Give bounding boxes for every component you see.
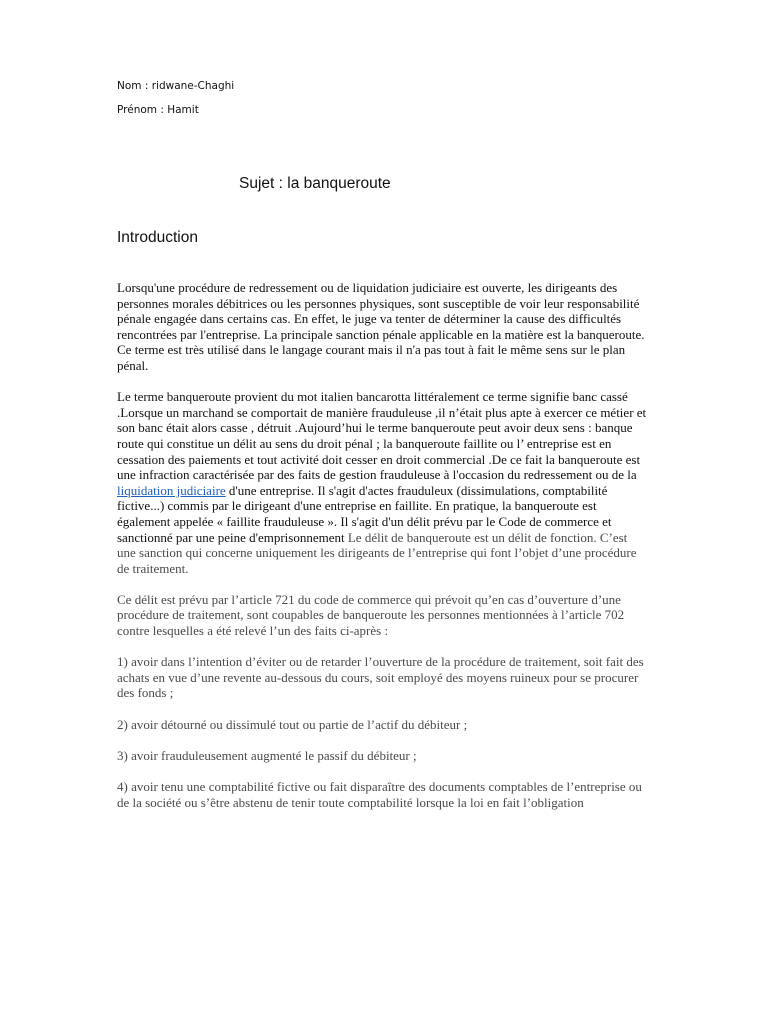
author-first-name: Prénom : Hamit — [117, 104, 199, 116]
paragraph-intro: Lorsqu'une procédure de redressement ou de liquidation judiciaire est ouverte, les dirigeants des personnes morales débitrices ou les personnes physiques, sont susceptible de voir leur responsabilité pénale engagée dans certains cas. En effet, le juge va tenter de déterminer la cause des difficultés rencontrées par l'entreprise. La principale sanction pénale applicable en la matière est la banqueroute. Ce terme est très utilisé dans le langage courant mais il n'a pas tout à fait le même sens sur le plan pénal. — [117, 280, 645, 373]
paragraph-etymology — [117, 389, 647, 576]
list-item: 3) avoir frauduleusement augmenté le passif du débiteur ; — [117, 747, 417, 763]
subject-title: Sujet : la banqueroute — [239, 175, 391, 192]
author-last-name: Nom : ridwane-Chaghi — [117, 80, 235, 92]
paragraph-article: Ce délit est prévu par l’article 721 du code de commerce qui prévoit qu’en cas d’ouverture d’une procédure de traitement, sont coupables de banqueroute les personnes mentionnées à l’article 702 contre lesquelles a été relevé l’un des faits ci-après : — [117, 591, 625, 639]
list-item: 1) avoir dans l’intention d’éviter ou de retarder l’ouverture de la procédure de traitement, soit fait des achats en vue d’une revente au-dessous du cours, soit employé des moyens ruineux pour se procurer des fonds ; — [117, 654, 644, 701]
liquidation-judiciaire-link[interactable]: liquidation judiciaire — [117, 482, 226, 498]
list-item: 2) avoir détourné ou dissimulé tout ou partie de l’actif du débiteur ; — [117, 716, 468, 732]
paragraph-etymology-tail: Le délit de banqueroute est un délit de fonction. C’est une sanction qui concerne uniquement les dirigeants de l’entreprise qui font l’objet d’une procédure de traitement. — [117, 529, 637, 576]
introduction-heading: Introduction — [117, 229, 198, 246]
paragraph-etymology-text: Le terme banqueroute provient du mot italien bancarotta littéralement ce terme signifie banc cassé .Lorsque un marchand se comportait de manière frauduleuse ,il n’était plus apte à exercer ce métier et son banc était alors casse , détruit .Aujourd’hui le terme banqueroute peut avoir deux sens : banque route qui constitue un délit au sens du droit pénal ; la banqueroute faillite ou l’ entreprise est en cessation des paiements et tout activité doit cesser en droit commercial .De ce fait la banqueroute est une infraction caractérisée par des faits de gestion frauduleuse à l'occasion du redressement ou de la — [117, 389, 647, 483]
document-body — [117, 280, 647, 826]
paragraph-etymology-continued: d'une entreprise. Il s'agit d'actes frauduleux (dissimulations, comptabilité fictive...) commis par le dirigeant d'une entreprise en faillite. En pratique, la banqueroute est également appelée « faillite frauduleuse ». Il s'agit d'un délit prévu par le Code de commerce et sanctionné par une peine d'emprisonnement — [117, 482, 612, 545]
list-item: 4) avoir tenu une comptabilité fictive ou fait disparaître des documents comptables de l’entreprise ou de la société ou s’être abstenu de tenir toute comptabilité lorsque la loi en fait l’obligation — [117, 779, 642, 810]
